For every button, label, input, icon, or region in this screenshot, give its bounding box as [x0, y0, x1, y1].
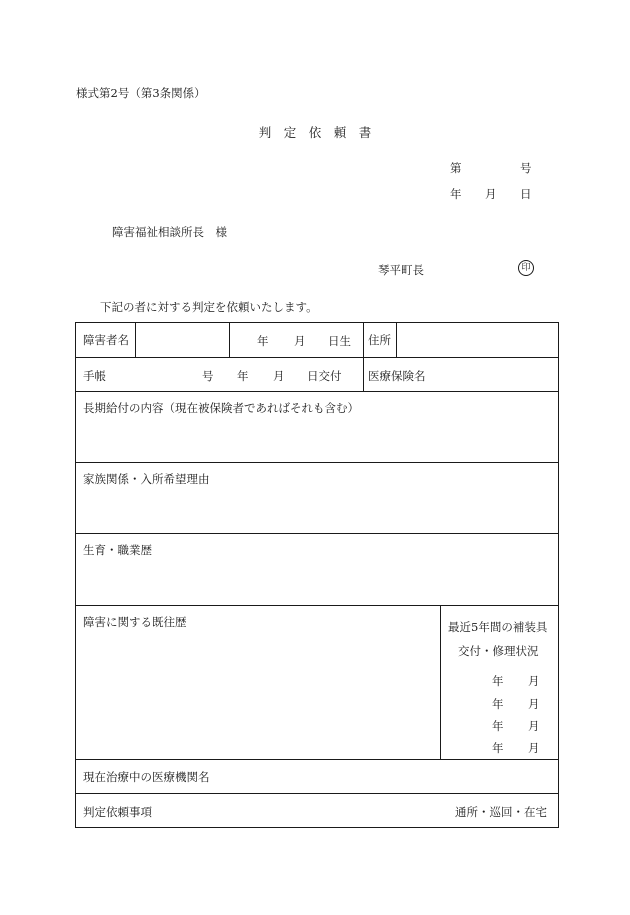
request-options: 通所・巡回・在宅: [455, 805, 547, 819]
date-day: 日: [520, 187, 532, 201]
birth-month: 月: [294, 334, 306, 348]
birth-day: 日生: [328, 334, 351, 348]
current-hospital-label: 現在治療中の医療機関名: [83, 769, 210, 784]
date-year: 年: [450, 187, 462, 201]
medical-history-field[interactable]: [76, 606, 441, 760]
issue-day: 日交付: [307, 369, 342, 383]
equipment-month-3: 月: [528, 719, 540, 733]
notebook-label: 手帳: [83, 369, 106, 383]
upbringing-career-label: 生育・職業歴: [83, 543, 152, 557]
medical-history-label: 障害に関する既往歴: [83, 615, 187, 629]
family-reason-field[interactable]: [76, 463, 559, 534]
notebook-number-suffix: 号: [202, 369, 214, 383]
long-term-benefits-field[interactable]: [76, 392, 559, 463]
request-items-label: 判定依頼事項: [83, 805, 152, 819]
upbringing-career-field[interactable]: [76, 534, 559, 606]
equipment-month-4: 月: [528, 741, 540, 755]
intro-text: 下記の者に対する判定を依頼いたします。: [100, 300, 318, 314]
reference-prefix: 第: [450, 161, 462, 175]
issue-year: 年: [237, 369, 249, 383]
long-term-benefits-label: 長期給付の内容（現在被保険者であればそれも含む）: [83, 401, 359, 415]
equipment-year-3: 年: [492, 719, 504, 733]
request-items-field[interactable]: [76, 794, 559, 828]
equipment-title-line1: 最近5年間の補装具: [448, 620, 548, 634]
equipment-title-line2: 交付・修理状況: [458, 644, 539, 658]
equipment-month-1: 月: [528, 674, 540, 688]
insurance-label: 医療保険名: [368, 369, 426, 383]
sender: 琴平町長: [378, 263, 424, 277]
equipment-status-field[interactable]: [441, 606, 559, 760]
equipment-year-4: 年: [492, 741, 504, 755]
equipment-year-2: 年: [492, 697, 504, 711]
request-table: [75, 322, 559, 828]
birth-date-field[interactable]: [230, 323, 364, 358]
address-label: 住所: [364, 323, 397, 358]
birth-year: 年: [257, 334, 269, 348]
document-title: 判 定 依 頼 書: [258, 125, 372, 140]
patient-name-label: 障害者名: [76, 323, 136, 358]
reference-suffix: 号: [520, 161, 532, 175]
form-number: 様式第2号（第3条関係）: [76, 86, 206, 100]
patient-name-field[interactable]: [136, 323, 230, 358]
date-month: 月: [485, 187, 497, 201]
seal-mark: 印: [518, 260, 534, 276]
notebook-field[interactable]: [76, 358, 364, 392]
insurance-field[interactable]: [364, 358, 559, 392]
addressee: 障害福祉相談所長 様: [112, 225, 227, 239]
address-field[interactable]: [397, 323, 559, 358]
equipment-month-2: 月: [528, 697, 540, 711]
equipment-year-1: 年: [492, 674, 504, 688]
current-hospital-field[interactable]: [76, 760, 559, 794]
issue-month: 月: [273, 369, 285, 383]
family-reason-label: 家族関係・入所希望理由: [83, 472, 210, 486]
